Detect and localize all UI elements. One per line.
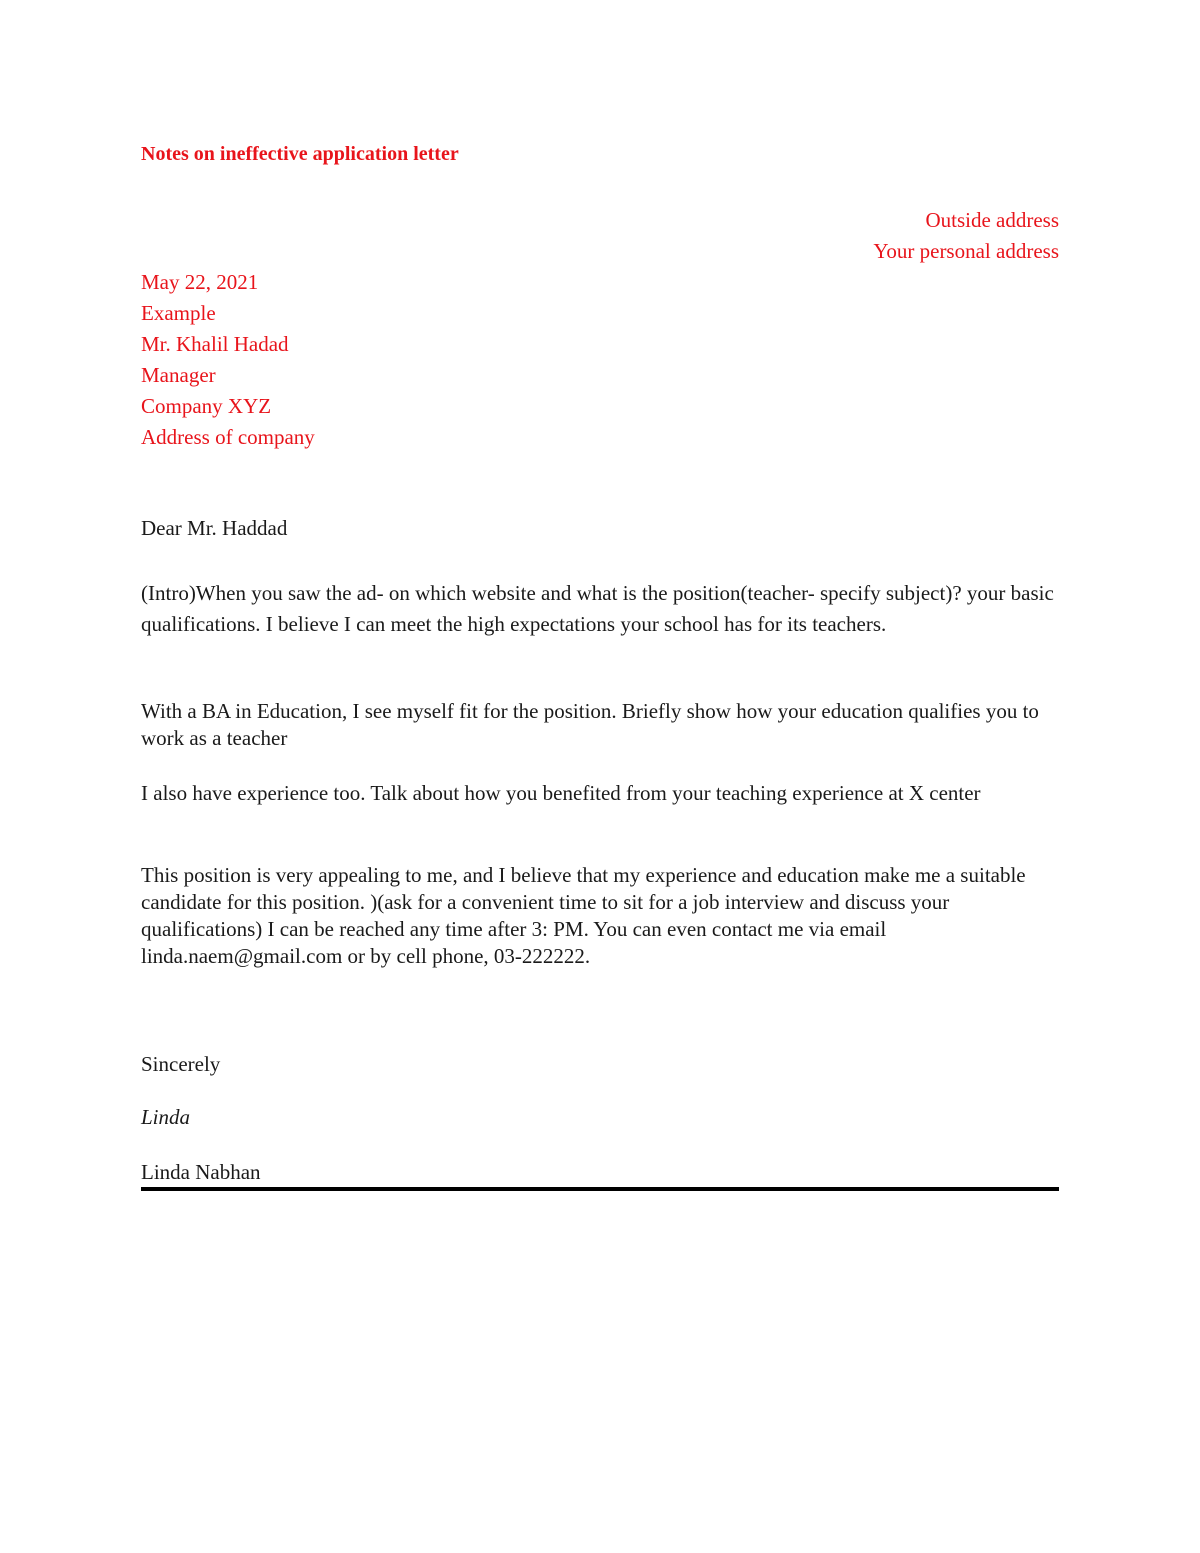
- recipient-name: Mr. Khalil Hadad: [141, 332, 289, 356]
- salutation: Dear Mr. Haddad: [141, 516, 288, 540]
- body-paragraph-intro: (Intro)When you saw the ad- on which website and what is the position(teacher- specify subject)? your basic qualifications. I believe I can meet the high expectations your school has for its teachers.: [141, 581, 1054, 636]
- sender-address-line: Outside address: [925, 208, 1059, 232]
- body-paragraph-education: With a BA in Education, I see myself fit for the position. Briefly show how your education qualifies you to work as a teacher: [141, 699, 1039, 750]
- recipient-title: Manager: [141, 363, 216, 387]
- recipient-address: Address of company: [141, 425, 315, 449]
- sender-address-line: Your personal address: [873, 239, 1059, 263]
- sender-address-block: [873, 205, 1059, 267]
- signature: Linda: [141, 1105, 191, 1129]
- body-paragraph-experience: I also have experience too. Talk about how you benefited from your teaching experience at X center: [141, 781, 981, 805]
- printed-name: Linda Nabhan: [141, 1160, 261, 1184]
- page-title: Notes on ineffective application letter: [141, 143, 459, 165]
- letter-date: May 22, 2021: [141, 270, 259, 294]
- signature-rule: [141, 1187, 1059, 1191]
- complimentary-close: Sincerely: [141, 1052, 221, 1076]
- recipient-block: [141, 267, 315, 453]
- recipient-company: Company XYZ: [141, 394, 272, 418]
- body-paragraph-closing: This position is very appealing to me, and I believe that my experience and education make me a suitable candidate for this position. )(ask for a convenient time to sit for a job interview and discuss your qualifications) I can be reached any time after 3: PM. You can even contact me via email linda.naem@gmail.com or by cell phone, 03-222222.: [141, 863, 1026, 968]
- recipient-label: Example: [141, 301, 216, 325]
